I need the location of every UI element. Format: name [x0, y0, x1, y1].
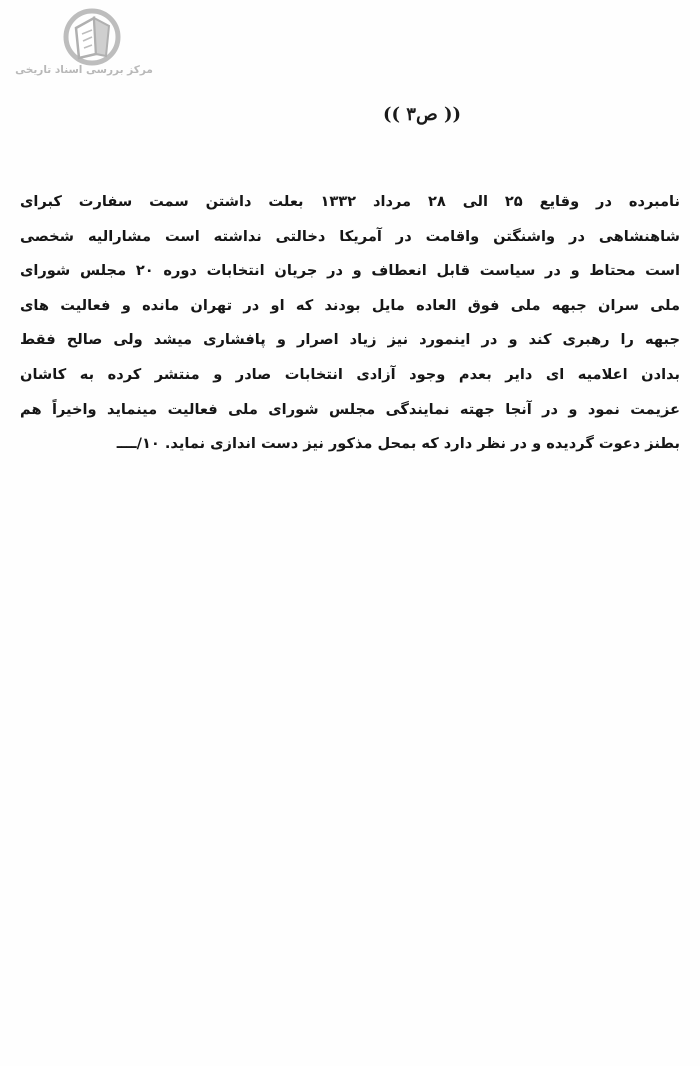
text-line: جبهه را رهبری کند و در اینمورد نیز زیاد اصرار و پافشاری میشد ولی صالح فقط [20, 331, 680, 349]
text-line: بدادن اعلامیه ای دایر بعدم وجود آزادی انتخابات صادر و منتشر کرده به کاشان [20, 365, 680, 383]
text-line: عزیمت نمود و در آنجا جهته نمایندگی مجلس شورای ملی فعالیت مینماید واخیراً هم [20, 400, 680, 418]
text-line: بطنز دعوت گردیده و در نظر دارد که بمحل مذکور نیز دست اندازی نماید. ۱۰/ــــ [116, 435, 680, 453]
page-number: (( ص۳ )) [382, 104, 462, 125]
text-line: شاهنشاهی در واشنگتن واقامت در آمریکا دخالتی نداشته است مشارالیه شخصی [20, 227, 680, 245]
text-line: است محتاط و در سیاست قابل انعطاف و در جریان انتخابات دوره ۲۰ مجلس شورای [20, 262, 680, 280]
document-archive-logo-icon [62, 8, 122, 66]
document-body [20, 185, 680, 462]
watermark-logo [14, 8, 154, 80]
watermark-text: مرکز بررسی اسناد تاریخی [15, 64, 153, 76]
text-line: ملی سران جبهه ملی فوق العاده مایل بودند که او در تهران مانده و فعالیت های [20, 296, 680, 314]
text-line: نامبرده در وقایع ۲۵ الی ۲۸ مرداد ۱۳۳۲ بعلت داشتن سمت سفارت کبرای [20, 193, 680, 210]
